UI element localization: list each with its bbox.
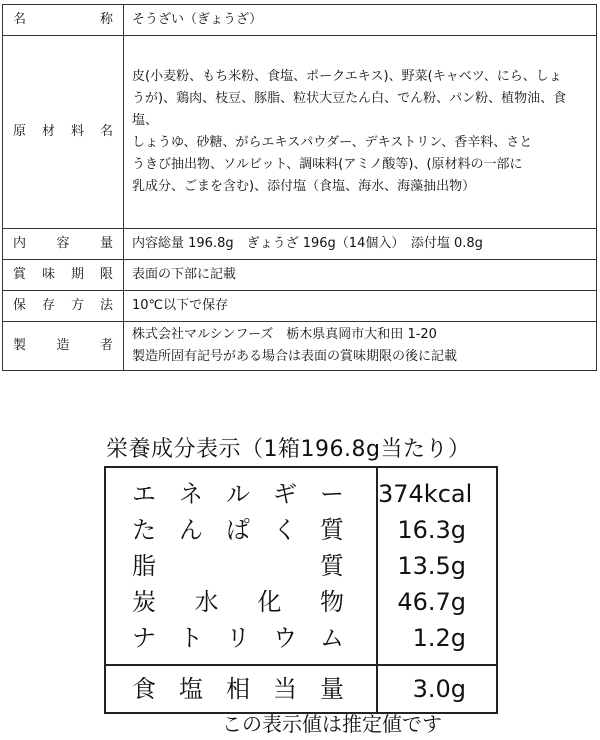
contents-header: 内容量	[3, 229, 124, 260]
nutrition-title: 栄養成分表示（1箱196.8g当たり）	[106, 437, 471, 462]
nutrition-value: 3.0g	[377, 665, 497, 713]
ingredients-header: 原材料名	[3, 36, 124, 229]
nutrition-label: 炭水化物	[105, 584, 377, 620]
manufacturer-header: 製造者	[3, 322, 124, 371]
storage-header: 保存方法	[3, 291, 124, 322]
manufacturer-line: 株式会社マルシンフーズ 栃木県真岡市大和田 1-20	[132, 327, 437, 342]
ingredients-line: うが)、鶏肉、枝豆、豚脂、粒状大豆たん白、でん粉、パン粉、植物油、食塩、	[132, 91, 567, 128]
name-value: そうざい（ぎょうざ）	[124, 5, 597, 36]
nutrition-row-salt	[105, 665, 497, 713]
label-row-ingredients	[3, 36, 597, 229]
storage-value: 10℃以下で保存	[124, 291, 597, 322]
nutrition-row-fat	[105, 548, 497, 584]
ingredients-line: うきび抽出物、ソルビット、調味料(アミノ酸等)、(原材料の一部に	[132, 157, 523, 172]
nutrition-note: この表示値は推定値です	[222, 712, 442, 736]
nutrition-value: 13.5g	[397, 552, 466, 580]
manufacturer-value	[124, 322, 597, 371]
ingredients-line: 乳成分、ごまを含む)、添付塩（食塩、海水、海藻抽出物）	[132, 179, 476, 194]
nutrition-value: 1.2g	[412, 624, 466, 652]
nutrition-table	[104, 466, 498, 714]
nutrition-label: エネルギー	[105, 467, 377, 512]
nutrition-label: 食塩相当量	[105, 665, 377, 713]
nutrition-label: ナトリウム	[105, 620, 377, 665]
best-before-value: 表面の下部に記載	[124, 260, 597, 291]
food-label-table	[2, 4, 597, 371]
ingredients-line: しょうゆ、砂糖、がらエキスパウダー、デキストリン、香辛料、さと	[132, 135, 533, 150]
nutrition-value: 46.7g	[397, 588, 466, 616]
label-row-manufacturer	[3, 322, 597, 371]
ingredients-line: 皮(小麦粉、もち米粉、食塩、ポークエキス)、野菜(キャベツ、にら、しょ	[132, 69, 562, 84]
nutrition-value: 374kcal	[378, 480, 473, 508]
nutrition-label: たんぱく質	[105, 512, 377, 548]
manufacturer-line: 製造所固有記号がある場合は表面の賞味期限の後に記載	[132, 349, 458, 364]
contents-value: 内容総量 196.8g ぎょうざ 196g（14個入） 添付塩 0.8g	[124, 229, 597, 260]
label-row-storage	[3, 291, 597, 322]
nutrition-row-energy	[105, 467, 497, 512]
ingredients-value	[124, 36, 597, 229]
best-before-header: 賞味期限	[3, 260, 124, 291]
label-row-contents	[3, 229, 597, 260]
nutrition-value: 16.3g	[397, 516, 466, 544]
nutrition-label: 脂質	[105, 548, 377, 584]
nutrition-row-sodium	[105, 620, 497, 665]
label-row-name	[3, 5, 597, 36]
nutrition-row-carbohydrate	[105, 584, 497, 620]
label-row-best-before	[3, 260, 597, 291]
nutrition-row-protein	[105, 512, 497, 548]
name-header: 名称	[3, 5, 124, 36]
